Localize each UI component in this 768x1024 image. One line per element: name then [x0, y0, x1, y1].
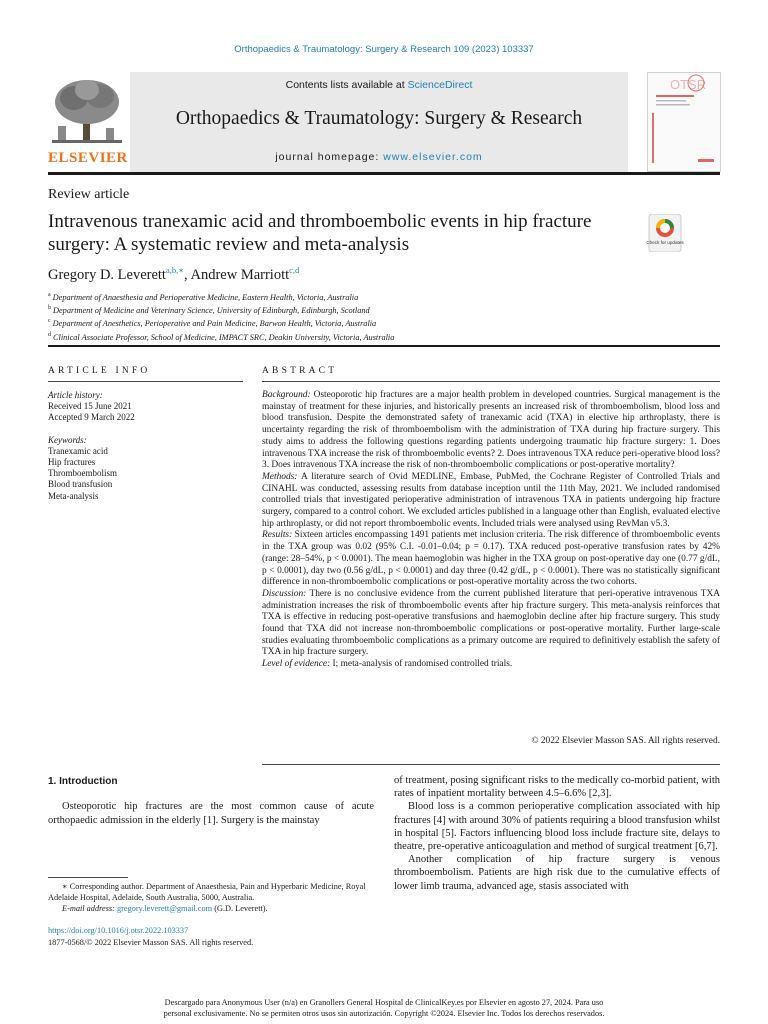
download-notice-line: personal exclusivamente. No se permiten otros usos sin autorización. Copyright ©2024. Elsevier Inc. Todos los derechos reservados.	[163, 1008, 605, 1018]
abstract-methods	[262, 472, 720, 531]
received-date: Received 15 June 2021	[48, 401, 132, 412]
author-affiliation-marks[interactable]: c,d	[289, 265, 300, 275]
author-separator: ,	[184, 266, 191, 283]
keyword-item: Thromboembolism	[48, 468, 117, 479]
intro-paragraph: Blood loss is a common perioperative complication associated with hip fractures [4] with around 30% of patients requiring a blood transfusion whilst in hospital [5]. Factors influencing blood loss include fracture site, delays to theatre, pre-operative anticoagulation and method of surgical treatment [6,7].	[394, 801, 720, 853]
journal-citation[interactable]: Orthopaedics & Traumatology: Surgery & Research 109 (2023) 103337	[234, 44, 534, 55]
journal-cover-thumbnail[interactable]	[647, 72, 721, 172]
intro-paragraph: of treatment, posing significant risks to the medically co-morbid patient, with rates of inpatient mortality between 4.5–6.6% [2,3].	[394, 775, 720, 800]
abstract-heading: ABSTRACT	[262, 366, 338, 376]
affiliation-text: Clinical Associate Professor, School of Medicine, IMPACT SRC, Deakin University, Victoria, Australia	[53, 332, 395, 342]
issn-line: 1877-0568/© 2022 Elsevier Masson SAS. All rights reserved.	[48, 938, 254, 947]
affiliation-item	[48, 303, 394, 316]
article-title: Intravenous tranexamic acid and thromboembolic events in hip fracture surgery: A systematic review and meta-analysis	[48, 211, 592, 255]
journal-title: Orthopaedics & Traumatology: Surgery & Research	[175, 108, 583, 129]
abstract-copyright: © 2022 Elsevier Masson SAS. All rights reserved.	[531, 736, 720, 746]
cover-logo-text: OTSR	[670, 77, 707, 92]
corresponding-author-text: ∗ Corresponding author. Department of Anaesthesia, Pain and Hyperbaric Medicine, Royal Adelaide Hospital, Adelaide, South Australia, 5000, Australia.	[48, 882, 366, 903]
abstract-label: Results:	[262, 530, 293, 541]
abstract-level-of-evidence	[262, 659, 720, 671]
keyword-item: Meta-analysis	[48, 490, 99, 501]
header-divider	[48, 172, 720, 175]
footnote-rule	[48, 877, 128, 878]
corresponding-author-footnote	[48, 881, 374, 915]
affiliation-key: b	[48, 305, 51, 312]
keyword-item: Blood transfusion	[48, 479, 113, 490]
sciencedirect-link[interactable]: ScienceDirect	[407, 79, 473, 91]
check-badge-label: Check for updates	[646, 240, 684, 245]
check-for-updates-badge[interactable]	[645, 214, 685, 252]
abstract-text: Sixteen articles encompassing 1491 patients met inclusion criteria. The risk difference of thromboembolic events in the TXA group was 0.02 (95% C.I. -0.01–0.04; p = 0.17). TXA reduced post-operative transfusion rates by 42% (range: 28–54%, p < 0.0001). The mean haemoglobin was higher in the TXA group on post-operative day one (0.77 g/dL, p < 0.0001), day two (0.56 g/dL, p < 0.0001) and day three (0.42 g/dL, p < 0.0001). There was no statistically significant difference in non-thromboembolic complications or post-operative mortality across the two cohorts.	[262, 530, 721, 588]
author-affiliation-marks[interactable]: a,b,∗	[165, 265, 185, 275]
email-suffix: (G.D. Leverett).	[214, 904, 268, 914]
affiliation-text: Department of Anaesthesia and Perioperative Medicine, Eastern Health, Victoria, Australia	[52, 292, 359, 302]
keywords-label: Keywords:	[48, 434, 87, 445]
introduction-heading: 1. Introduction	[48, 776, 118, 787]
abstract-results	[262, 530, 720, 589]
email-label: E-mail address:	[62, 904, 115, 914]
abstract-text: I; meta-analysis of randomised controlled trials.	[332, 659, 513, 670]
article-info-heading: ARTICLE INFO	[48, 366, 151, 376]
affiliation-text: Department of Medicine and Veterinary Science, University of Edinburgh, Edinburgh, Scotland	[53, 305, 370, 315]
email-link[interactable]: gregory.leverett@gmail.com	[117, 904, 213, 914]
contents-line	[130, 79, 628, 91]
accepted-date: Accepted 9 March 2022	[48, 412, 135, 423]
author-name[interactable]: Gregory D. Leverett	[48, 266, 166, 283]
affiliation-text: Department of Anesthetics, Perioperative and Pain Medicine, Barwon Health, Victoria, Australia	[52, 319, 377, 329]
article-info-panel	[48, 390, 243, 502]
article-info-rule	[48, 381, 243, 382]
author-name[interactable]: Andrew Marriott	[190, 266, 290, 283]
introduction-left-column: Osteoporotic hip fractures are the most common cause of acute orthopaedic admission in the elderly [1]. Surgery is the mainstay	[48, 801, 374, 826]
abstract-text: Osteoporotic hip fractures are a major health problem in developed countries. Surgical management is the mainstay of treatment for these injuries, and historically presents an increased risk of thromboembolism, blood loss and blood transfusion. Despite the demonstrated safety of tranexamic acid (TXA) in elective hip arthroplasty, there is uncertainty regarding the risk of thromboembolism with the administration of TXA during hip fracture surgery. This study aims to address the following questions regarding patients undergoing traumatic hip fracture surgery: 1. Does intravenous TXA increase the risk of thromboembolic events? 2. Does intravenous TXA reduce peri-operative blood loss? 3. Does intravenous TXA increase the risk of non-thromboembolic complications or post-operative mortality?	[262, 390, 720, 471]
doi-link[interactable]: https://doi.org/10.1016/j.otsr.2022.103337	[48, 926, 189, 935]
abstract-discussion	[262, 589, 720, 659]
affiliation-key: c	[48, 318, 51, 325]
affiliation-item	[48, 290, 394, 303]
abstract-rule	[262, 381, 720, 382]
abstract-label: Methods:	[262, 471, 298, 482]
abstract-label: Background:	[262, 390, 311, 400]
title-divider	[48, 345, 720, 347]
affiliation-key: a	[48, 292, 51, 298]
intro-paragraph: Another complication of hip fracture surgery is venous thromboembolism. Patients are high risk due to the cumulative effects of lower limb trauma, advanced age, stasis associated with	[394, 854, 720, 892]
introduction-right-column	[394, 774, 720, 893]
history-label: Article history:	[48, 390, 103, 400]
affiliation-item	[48, 316, 394, 329]
download-notice-line: Descargado para Anonymous User (n/a) en Granollers General Hospital de ClinicalKey.es por Elsevier en agosto 27, 2024. Para uso	[164, 998, 604, 1007]
abstract-background	[262, 390, 720, 472]
abstract-text: A literature search of Ovid MEDLINE, Embase, PubMed, the Cochrane Register of Controlled Trials and CINAHL was conducted, assessing results from database inception until the 11th May, 2021. We included randomised controlled trials that investigated perioperative administration of intravenous TXA in patients undergoing hip fracture surgery, compared to a control cohort. We excluded articles published in a language other than English, evaluated elective hip arthroplasty, or did not report thromboembolic events. Included trials were analysed using RevMan v5.3.	[262, 471, 720, 529]
homepage-line	[130, 151, 628, 163]
homepage-prefix: journal homepage:	[275, 151, 384, 163]
affiliation-list	[48, 290, 394, 343]
elsevier-wordmark: ELSEVIER	[48, 150, 128, 166]
abstract-text: There is no conclusive evidence from the current published literature that peri-operative intravenous TXA administration increases the risk of thromboembolic events after hip fracture surgery. This meta-analysis reinforces that TXA is effective in reducing post-operative transfusions and haemoglobin decline after hip fracture surgery. This study found that TXA did not increase non-thromboembolic complications or post-operative mortality. Further large-scale studies evaluating thromboembolic complications as a primary outcome are required to definitively establish the safety of TXA in hip fracture surgery.	[262, 588, 720, 658]
contents-prefix: Contents lists available at	[285, 79, 408, 91]
article-type: Review article	[48, 187, 130, 202]
affiliation-key: d	[48, 331, 51, 338]
affiliation-item	[48, 330, 394, 343]
abstract-label: Level of evidence:	[262, 659, 331, 670]
abstract-label: Discussion:	[262, 588, 307, 599]
download-notice	[0, 998, 768, 1019]
abstract-body	[262, 390, 720, 671]
homepage-link[interactable]: www.elsevier.com	[383, 151, 483, 163]
keyword-item: Hip fractures	[48, 457, 96, 468]
author-list	[48, 265, 299, 284]
abstract-bottom-rule	[262, 764, 720, 765]
keyword-item: Tranexamic acid	[48, 445, 108, 456]
